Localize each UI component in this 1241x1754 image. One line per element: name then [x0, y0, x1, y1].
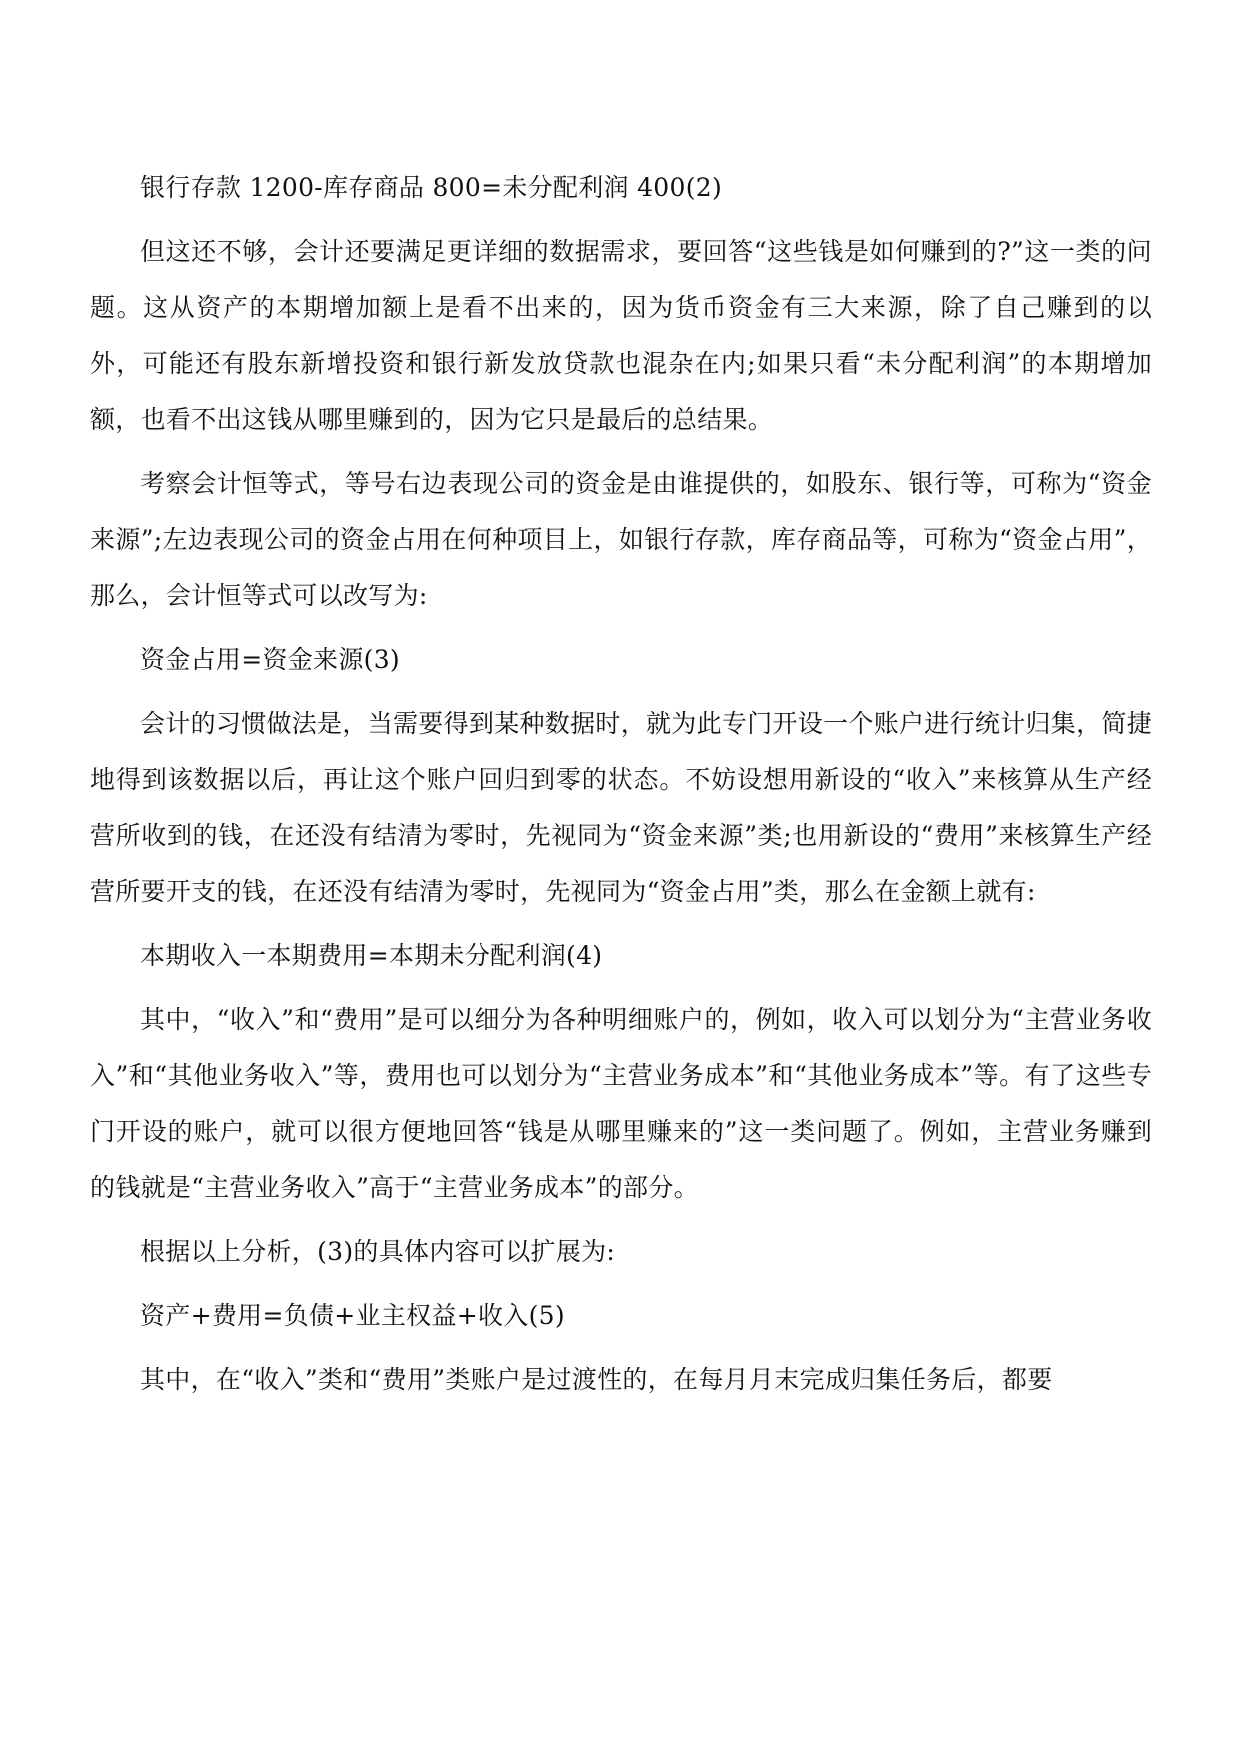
equation-paragraph-2: 银行存款 1200-库存商品 800=未分配利润 400(2) [140, 173, 723, 202]
body-paragraph: 其中，在“收入”类和“费用”类账户是过渡性的，在每月月末完成归集任务后，都要 [140, 1365, 1053, 1394]
body-paragraph: 会计的习惯做法是，当需要得到某种数据时，就为此专门开设一个账户进行统计归集，简捷地得到该数据以后，再让这个账户回归到零的状态。不妨设想用新设的“收入”来核算从生产经营所收到的钱，在还没有结清为零时，先视同为“资金来源”类;也用新设的“费用”来核算生产经营所要开支的钱，在还没有结清为零时，先视同为“资金占用”类，那么在金额上就有: [90, 709, 1153, 906]
equation-paragraph-4: 本期收入一本期费用=本期未分配利润(4) [140, 941, 603, 970]
body-paragraph: 但这还不够，会计还要满足更详细的数据需求，要回答“这些钱是如何赚到的?”这一类的问题。这从资产的本期增加额上是看不出来的，因为货币资金有三大来源，除了自己赚到的以外，可能还有股东新增投资和银行新发放贷款也混杂在内;如果只看“未分配利润”的本期增加额，也看不出这钱从哪里赚到的，因为它只是最后的总结果。 [90, 237, 1152, 434]
equation-paragraph-3: 资金占用=资金来源(3) [140, 645, 400, 674]
body-paragraph: 考察会计恒等式，等号右边表现公司的资金是由谁提供的，如股东、银行等，可称为“资金来源”;左边表现公司的资金占用在何种项目上，如银行存款，库存商品等，可称为“资金占用”，那么，会计恒等式可以改写为: [90, 469, 1152, 610]
body-paragraph: 其中，“收入”和“费用”是可以细分为各种明细账户的，例如，收入可以划分为“主营业务收入”和“其他业务收入”等，费用也可以划分为“主营业务成本”和“其他业务成本”等。有了这些专门开设的账户，就可以很方便地回答“钱是从哪里赚来的”这一类问题了。例如，主营业务赚到的钱就是“主营业务收入”高于“主营业务成本”的部分。 [90, 1005, 1152, 1202]
document-page [90, 160, 1152, 1416]
body-paragraph: 根据以上分析，(3)的具体内容可以扩展为: [140, 1237, 616, 1266]
equation-paragraph-5: 资产+费用=负债+业主权益+收入(5) [140, 1301, 565, 1330]
